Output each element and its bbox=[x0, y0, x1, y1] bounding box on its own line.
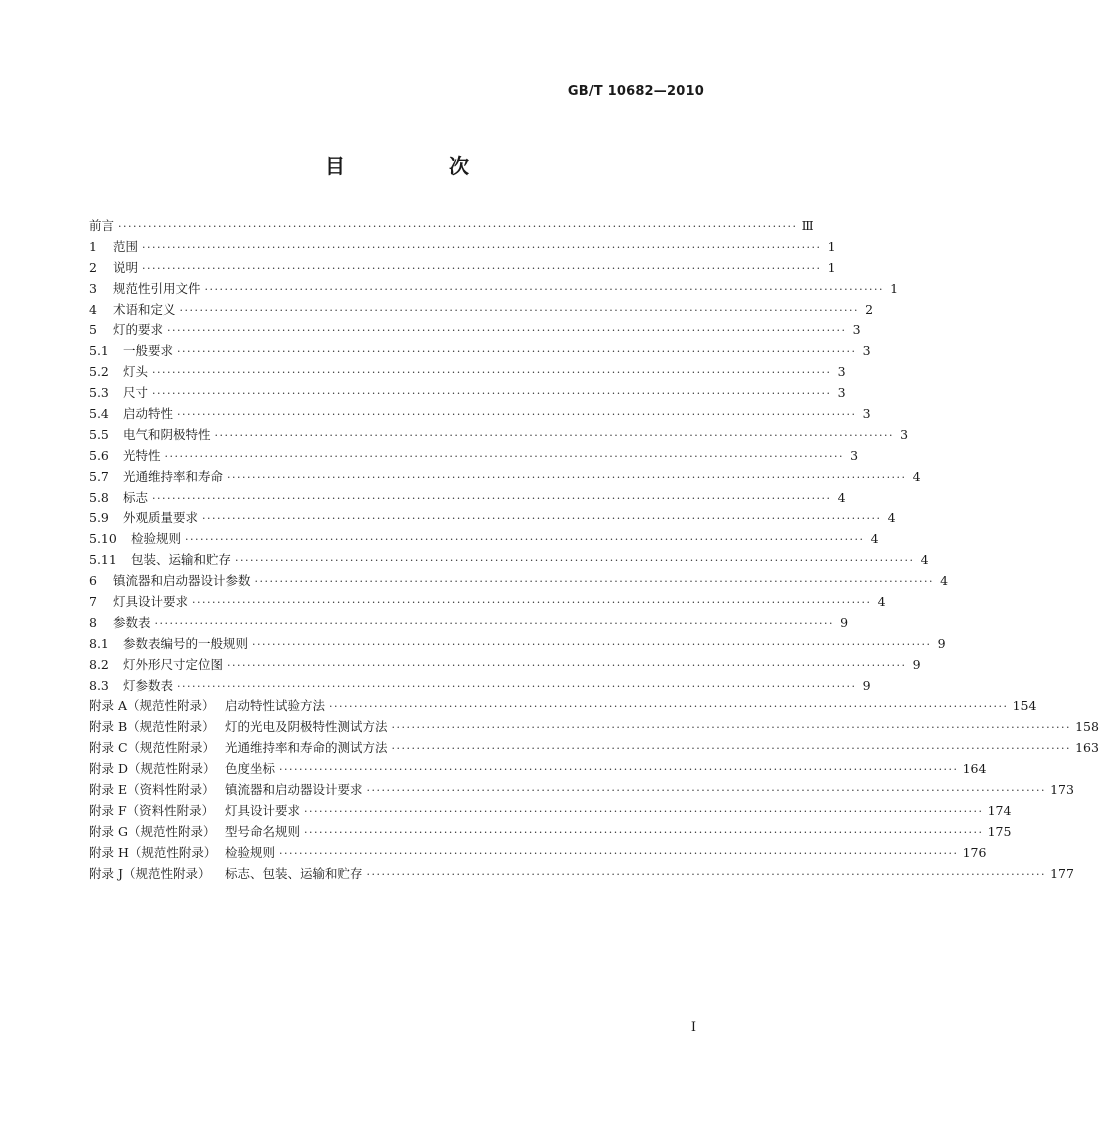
toc-entry-number: 5.8 bbox=[89, 489, 109, 505]
toc-entry-page: 1 bbox=[827, 238, 836, 254]
toc-entry[interactable] bbox=[89, 362, 846, 383]
toc-entry[interactable] bbox=[89, 717, 1099, 738]
toc-entry-number: 5.11 bbox=[89, 552, 117, 568]
toc-dot-leader: ········································································································································ bbox=[192, 596, 872, 610]
toc-entry[interactable] bbox=[89, 237, 836, 258]
toc-entry-title: 灯外形尺寸定位图 bbox=[123, 656, 224, 672]
toc-entry-number: 5.6 bbox=[89, 447, 109, 463]
toc-entry-number: 附录 C（规范性附录） bbox=[89, 740, 216, 756]
toc-dot-leader: ········································································································································ bbox=[202, 512, 882, 526]
toc-entry-page: 4 bbox=[870, 531, 879, 547]
toc-dot-leader: ········································································································································ bbox=[177, 345, 857, 359]
toc-entry-page: 1 bbox=[890, 280, 899, 296]
toc-entry-title: 灯的要求 bbox=[113, 322, 164, 338]
toc-dot-leader: ········································································································································ bbox=[252, 637, 932, 651]
toc-dot-leader: ········································································································································ bbox=[366, 867, 1047, 881]
toc-entry-page: 163 bbox=[1075, 740, 1099, 756]
toc-entry-page: 3 bbox=[837, 364, 846, 380]
toc-entry-title: 一般要求 bbox=[123, 343, 174, 359]
toc-entry-page: Ⅲ bbox=[801, 218, 814, 233]
toc-entry-number: 4 bbox=[89, 301, 97, 317]
toc-entry[interactable] bbox=[89, 843, 987, 864]
toc-entry[interactable] bbox=[89, 488, 846, 509]
toc-entry[interactable] bbox=[89, 634, 946, 655]
toc-entry-page: 9 bbox=[862, 677, 871, 693]
toc-entry-title: 灯参数表 bbox=[123, 677, 174, 693]
toc-entry-number: 2 bbox=[89, 259, 97, 275]
toc-entry[interactable] bbox=[89, 696, 1037, 717]
toc-dot-leader: ········································································································································ bbox=[177, 679, 857, 693]
toc-entry[interactable] bbox=[89, 300, 874, 321]
toc-dot-leader: ········································································································································ bbox=[279, 763, 959, 777]
toc-dot-leader: ········································································································································ bbox=[177, 408, 857, 422]
toc-entry-title: 标志、包装、运输和贮存 bbox=[225, 865, 363, 881]
toc-entry-page: 174 bbox=[987, 802, 1012, 818]
toc-entry-title: 规范性引用文件 bbox=[113, 280, 201, 296]
toc-entry-number: 附录 A（规范性附录） bbox=[89, 698, 215, 714]
toc-entry-page: 9 bbox=[912, 656, 921, 672]
toc-entry-title: 色度坐标 bbox=[225, 761, 276, 777]
toc-entry-title: 参数表编号的一般规则 bbox=[123, 635, 249, 651]
toc-dot-leader: ········································································································································ bbox=[279, 846, 959, 860]
toc-entry[interactable] bbox=[89, 529, 879, 550]
toc-entry[interactable] bbox=[89, 759, 987, 780]
toc-entry-page: 164 bbox=[962, 761, 987, 777]
toc-entry-number: 5.4 bbox=[89, 406, 109, 422]
toc-entry-number: 附录 H（规范性附录） bbox=[89, 844, 217, 860]
toc-entry[interactable] bbox=[89, 676, 871, 697]
toc-dot-leader: ········································································································································ bbox=[254, 575, 935, 589]
toc-entry[interactable] bbox=[89, 446, 859, 467]
toc-dot-leader: ········································································································································ bbox=[235, 554, 915, 568]
toc-entry-page: 154 bbox=[1012, 698, 1037, 714]
toc-dot-leader: ········································································································································ bbox=[154, 616, 835, 630]
toc-entry-page: 2 bbox=[865, 301, 874, 317]
toc-entry-title: 检验规则 bbox=[131, 531, 182, 547]
toc-entry-page: 176 bbox=[962, 844, 987, 860]
toc-entry-title: 启动特性试验方法 bbox=[225, 698, 326, 714]
toc-entry-number: 5.9 bbox=[89, 510, 109, 526]
toc-entry[interactable] bbox=[89, 425, 909, 446]
toc-entry-title: 电气和阴极特性 bbox=[123, 426, 211, 442]
toc-entry-page: 3 bbox=[862, 406, 871, 422]
standard-code: GB/T 10682—2010 bbox=[567, 84, 704, 99]
toc-dot-leader: ········································································································································ bbox=[118, 220, 798, 233]
toc-entry[interactable] bbox=[89, 383, 846, 404]
toc-entry-number: 8.2 bbox=[89, 656, 109, 672]
toc-dot-leader: ········································································································································ bbox=[142, 240, 822, 254]
toc-entry[interactable] bbox=[89, 467, 921, 488]
toc-entry-page: 4 bbox=[887, 510, 896, 526]
toc-entry-title: 光特性 bbox=[123, 447, 161, 463]
toc-dot-leader: ········································································································································ bbox=[304, 825, 984, 839]
toc-dot-leader: ········································································································································ bbox=[152, 387, 832, 401]
toc-dot-leader: ········································································································································ bbox=[329, 700, 1009, 714]
toc-entry-title: 型号命名规则 bbox=[225, 823, 301, 839]
toc-entry-title: 尺寸 bbox=[123, 385, 149, 401]
toc-entry[interactable] bbox=[89, 320, 861, 341]
toc-entry-page: 4 bbox=[920, 552, 929, 568]
toc-entry-title: 灯的光电及阴极特性测试方法 bbox=[225, 719, 388, 735]
toc-entry-title: 光通维持率和寿命的测试方法 bbox=[225, 740, 388, 756]
toc-entry-title: 启动特性 bbox=[123, 406, 174, 422]
toc-entry-page: 3 bbox=[850, 447, 859, 463]
toc-entry-number: 5.2 bbox=[89, 364, 109, 380]
toc-entry-page: 3 bbox=[862, 343, 871, 359]
toc-entry-title: 参数表 bbox=[113, 614, 151, 630]
toc-entry-page: 4 bbox=[877, 594, 886, 610]
toc-entry-page: 9 bbox=[937, 635, 946, 651]
toc-entry-title: 镇流器和启动器设计要求 bbox=[225, 782, 363, 798]
toc-entry-title: 范围 bbox=[113, 238, 139, 254]
toc-entry[interactable] bbox=[89, 592, 886, 613]
toc-entry-number: 5 bbox=[89, 322, 97, 338]
toc-entry[interactable] bbox=[89, 738, 1099, 759]
toc-entry-title: 光通维持率和寿命 bbox=[123, 468, 224, 484]
toc-entry-number: 附录 B（规范性附录） bbox=[89, 719, 215, 735]
toc-entry-page: 4 bbox=[837, 489, 846, 505]
toc-entry[interactable] bbox=[89, 780, 1074, 801]
toc-entry-number: 5.3 bbox=[89, 385, 109, 401]
toc-entry[interactable] bbox=[89, 613, 849, 634]
toc-entry-title: 灯具设计要求 bbox=[113, 594, 189, 610]
toc-dot-leader: ········································································································································ bbox=[167, 324, 847, 338]
toc-entry-number: 8.3 bbox=[89, 677, 109, 693]
toc-dot-leader: ········································································································································ bbox=[391, 721, 1072, 735]
toc-entry[interactable] bbox=[89, 571, 949, 592]
toc-entry-number: 5.5 bbox=[89, 426, 109, 442]
toc-entry-number: 附录 D（规范性附录） bbox=[89, 761, 216, 777]
toc-entry[interactable] bbox=[89, 864, 1074, 885]
toc-entry-title: 术语和定义 bbox=[113, 301, 176, 317]
toc-dot-leader: ········································································································································ bbox=[179, 303, 860, 317]
toc-entry[interactable] bbox=[89, 550, 929, 571]
toc-entry-title: 灯具设计要求 bbox=[225, 802, 301, 818]
toc-entry[interactable] bbox=[89, 655, 921, 676]
toc-entry-number: 附录 J（规范性附录） bbox=[89, 865, 211, 881]
toc-entry-number: 1 bbox=[89, 238, 97, 254]
toc-dot-leader: ········································································································································ bbox=[227, 658, 907, 672]
toc-dot-leader: ········································································································································ bbox=[142, 261, 822, 275]
toc-dot-leader: ········································································································································ bbox=[227, 470, 907, 484]
toc-entry-number: 6 bbox=[89, 573, 97, 589]
toc-entry-page: 3 bbox=[852, 322, 861, 338]
toc-dot-leader: ········································································································································ bbox=[391, 742, 1072, 756]
toc-entry-number: 附录 E（资料性附录） bbox=[89, 782, 215, 798]
toc-entry-page: 158 bbox=[1075, 719, 1099, 735]
toc-dot-leader: ········································································································································ bbox=[214, 428, 895, 442]
toc-entry-title: 镇流器和启动器设计参数 bbox=[113, 573, 251, 589]
toc-entry[interactable] bbox=[89, 216, 814, 237]
toc-entry-title: 检验规则 bbox=[225, 844, 276, 860]
toc-entry-title: 说明 bbox=[113, 259, 139, 275]
toc-entry-page: 175 bbox=[987, 823, 1012, 839]
toc-entry-title: 灯头 bbox=[123, 364, 149, 380]
toc-entry-page: 177 bbox=[1050, 865, 1074, 881]
toc-dot-leader: ········································································································································ bbox=[366, 784, 1047, 798]
toc-entry-page: 9 bbox=[840, 614, 849, 630]
toc-dot-leader: ········································································································································ bbox=[304, 804, 984, 818]
toc-entry-page: 173 bbox=[1050, 782, 1074, 798]
toc-entry-page: 4 bbox=[940, 573, 949, 589]
toc-entry-number: 5.7 bbox=[89, 468, 109, 484]
toc-dot-leader: ········································································································································ bbox=[185, 533, 865, 547]
page-title: 目 次 bbox=[325, 154, 511, 178]
toc-dot-leader: ········································································································································ bbox=[204, 282, 885, 296]
table-of-contents bbox=[89, 216, 1099, 885]
toc-entry-number: 5.10 bbox=[89, 531, 117, 547]
toc-dot-leader: ········································································································································ bbox=[152, 491, 832, 505]
toc-entry-page: 3 bbox=[900, 426, 909, 442]
toc-dot-leader: ········································································································································ bbox=[164, 449, 845, 463]
toc-entry-title: 前言 bbox=[89, 218, 115, 233]
toc-entry[interactable] bbox=[89, 258, 836, 279]
toc-entry[interactable] bbox=[89, 822, 1012, 843]
toc-entry[interactable] bbox=[89, 341, 871, 362]
toc-entry-number: 附录 G（规范性附录） bbox=[89, 823, 216, 839]
toc-entry-number: 8 bbox=[89, 614, 97, 630]
toc-entry-title: 外观质量要求 bbox=[123, 510, 199, 526]
toc-entry-number: 附录 F（资料性附录） bbox=[89, 802, 215, 818]
toc-entry-title: 标志 bbox=[123, 489, 149, 505]
page-number: I bbox=[690, 1020, 696, 1035]
toc-entry-page: 1 bbox=[827, 259, 836, 275]
toc-entry[interactable] bbox=[89, 279, 899, 300]
toc-entry[interactable] bbox=[89, 801, 1012, 822]
toc-entry[interactable] bbox=[89, 508, 896, 529]
toc-entry-number: 7 bbox=[89, 594, 97, 610]
toc-dot-leader: ········································································································································ bbox=[152, 366, 832, 380]
toc-entry-number: 5.1 bbox=[89, 343, 109, 359]
toc-entry[interactable] bbox=[89, 404, 871, 425]
toc-entry-number: 3 bbox=[89, 280, 97, 296]
toc-entry-page: 3 bbox=[837, 385, 846, 401]
toc-entry-number: 8.1 bbox=[89, 635, 109, 651]
toc-entry-title: 包装、运输和贮存 bbox=[131, 552, 232, 568]
toc-entry-page: 4 bbox=[912, 468, 921, 484]
